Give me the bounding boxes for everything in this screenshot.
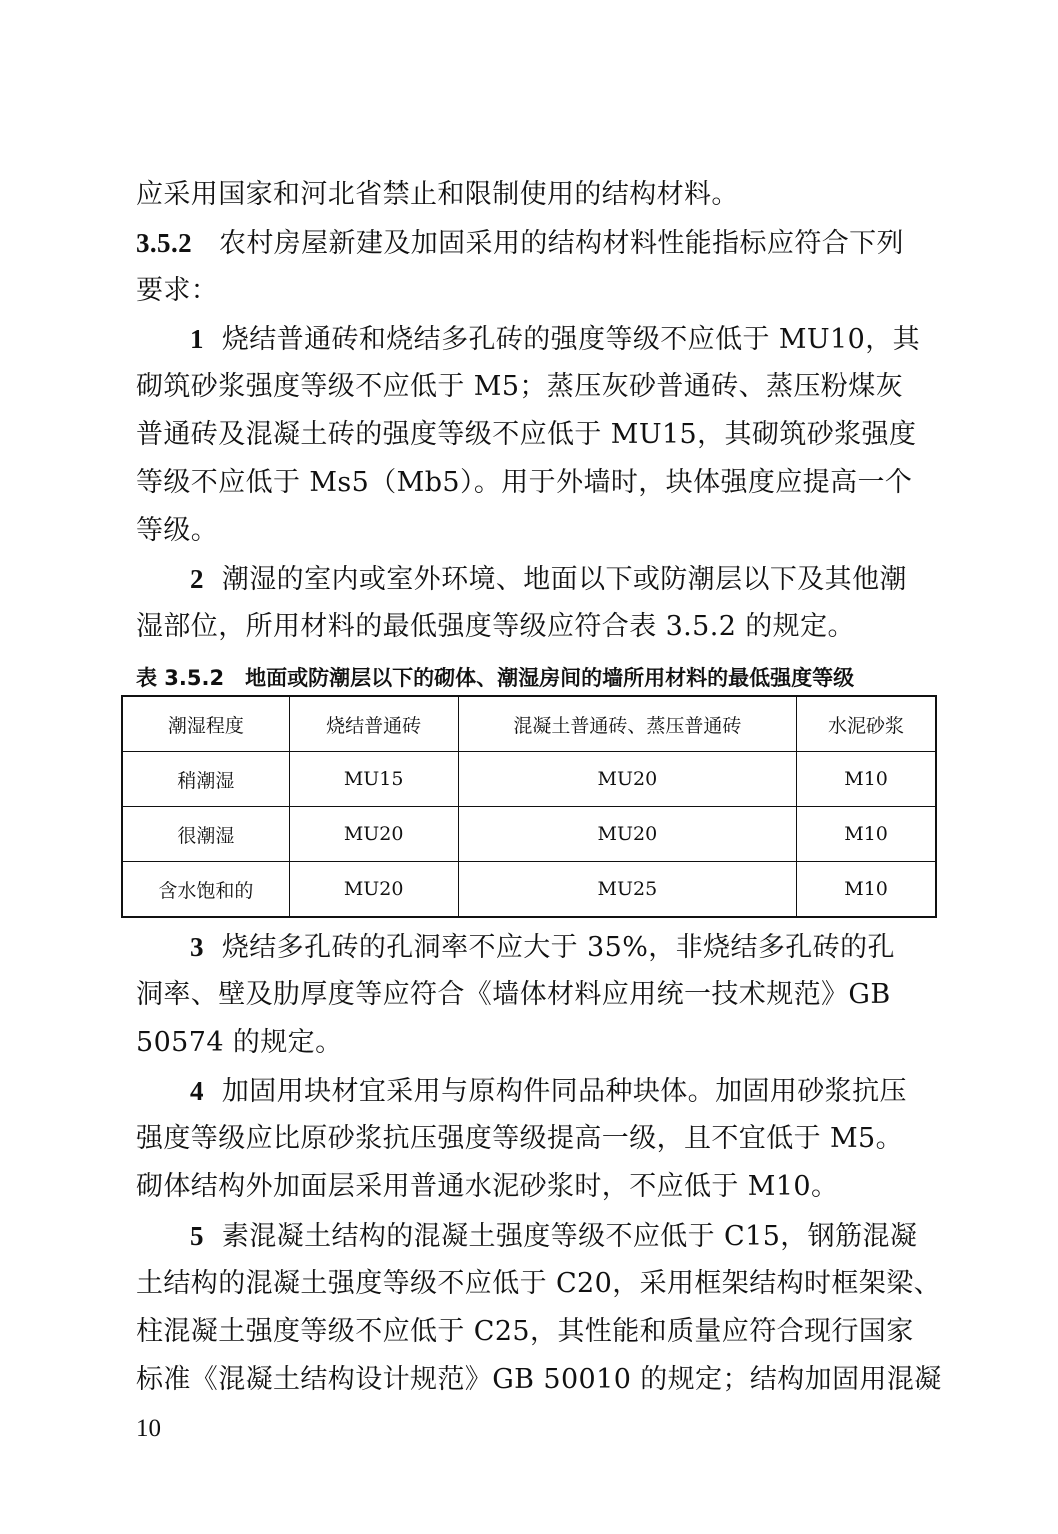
table-cell: MU20: [458, 752, 797, 807]
page-number: 10: [136, 1415, 161, 1442]
item-2: [190, 562, 907, 597]
paragraph-text: 加固用块材宜采用与原构件同品种块体。加固用砂浆抗压: [221, 1076, 907, 1107]
item-number: 3: [190, 932, 204, 962]
paragraph-line: 普通砖及混凝土砖的强度等级不应低于 MU15，其砌筑砂浆强度: [136, 419, 917, 450]
item-number: 4: [190, 1076, 204, 1106]
table-cell: MU15: [289, 752, 458, 807]
clause-number: 3.5.2: [136, 228, 192, 258]
table-row: [122, 752, 936, 807]
table-cell: 很潮湿: [122, 807, 289, 862]
paragraph-line: 等级不应低于 Ms5（Mb5）。用于外墙时，块体强度应提高一个: [136, 467, 913, 498]
item-number: 5: [190, 1221, 204, 1251]
table-cell: MU20: [289, 862, 458, 918]
paragraph-text: 潮湿的室内或室外环境、地面以下或防潮层以下及其他潮: [221, 564, 907, 595]
table-cell: MU25: [458, 862, 797, 918]
table-cell: MU20: [289, 807, 458, 862]
item-3: [190, 930, 895, 965]
table-header-cell: 混凝土普通砖、蒸压普通砖: [458, 696, 797, 752]
paragraph-line: 土结构的混凝土强度等级不应低于 C20，采用框架结构时框架梁、: [136, 1268, 941, 1299]
clause-3-5-2: [136, 226, 904, 261]
paragraph-line: 柱混凝土强度等级不应低于 C25，其性能和质量应符合现行国家: [136, 1316, 914, 1347]
table-header-row: [122, 696, 936, 752]
item-number: 1: [190, 324, 204, 354]
paragraph-line: 强度等级应比原砂浆抗压强度等级提高一级，且不宜低于 M5。: [136, 1123, 904, 1154]
table-cell: 稍潮湿: [122, 752, 289, 807]
table-cell: M10: [797, 752, 936, 807]
item-number: 2: [190, 564, 204, 594]
table-cell: M10: [797, 862, 936, 918]
paragraph-line: 要求：: [136, 275, 219, 306]
paragraph-text: 农村房屋新建及加固采用的结构材料性能指标应符合下列: [218, 228, 904, 259]
item-1: [190, 322, 920, 357]
table-cell: MU20: [458, 807, 797, 862]
paragraph-text: 烧结多孔砖的孔洞率不应大于 35%，非烧结多孔砖的孔: [221, 932, 895, 963]
strength-table: [121, 695, 937, 918]
table-row: [122, 807, 936, 862]
table-cell: M10: [797, 807, 936, 862]
paragraph-line: 50574 的规定。: [136, 1027, 343, 1058]
paragraph-line: 砌筑砂浆强度等级不应低于 M5；蒸压灰砂普通砖、蒸压粉煤灰: [136, 371, 904, 402]
paragraph-line: 应采用国家和河北省禁止和限制使用的结构材料。: [136, 179, 739, 210]
table-header-cell: 水泥砂浆: [797, 696, 936, 752]
table-cell: 含水饱和的: [122, 862, 289, 918]
item-4: [190, 1074, 907, 1109]
item-5: [190, 1219, 917, 1254]
paragraph-line: 等级。: [136, 515, 219, 546]
paragraph-line: 洞率、壁及肋厚度等应符合《墙体材料应用统一技术规范》GB: [136, 979, 891, 1010]
paragraph-line: 标准《混凝土结构设计规范》GB 50010 的规定；结构加固用混凝: [136, 1364, 942, 1395]
table-caption: 表 3.5.2 地面或防潮层以下的砌体、潮湿房间的墙所用材料的最低强度等级: [136, 666, 855, 690]
table-row: [122, 862, 936, 918]
table-header-cell: 潮湿程度: [122, 696, 289, 752]
table-header-cell: 烧结普通砖: [289, 696, 458, 752]
paragraph-text: 烧结普通砖和烧结多孔砖的强度等级不应低于 MU10，其: [221, 324, 921, 355]
paragraph-line: 湿部位，所用材料的最低强度等级应符合表 3.5.2 的规定。: [136, 611, 855, 642]
paragraph-text: 素混凝土结构的混凝土强度等级不应低于 C15，钢筋混凝: [221, 1221, 918, 1252]
paragraph-line: 砌体结构外加面层采用普通水泥砂浆时，不应低于 M10。: [136, 1171, 839, 1202]
